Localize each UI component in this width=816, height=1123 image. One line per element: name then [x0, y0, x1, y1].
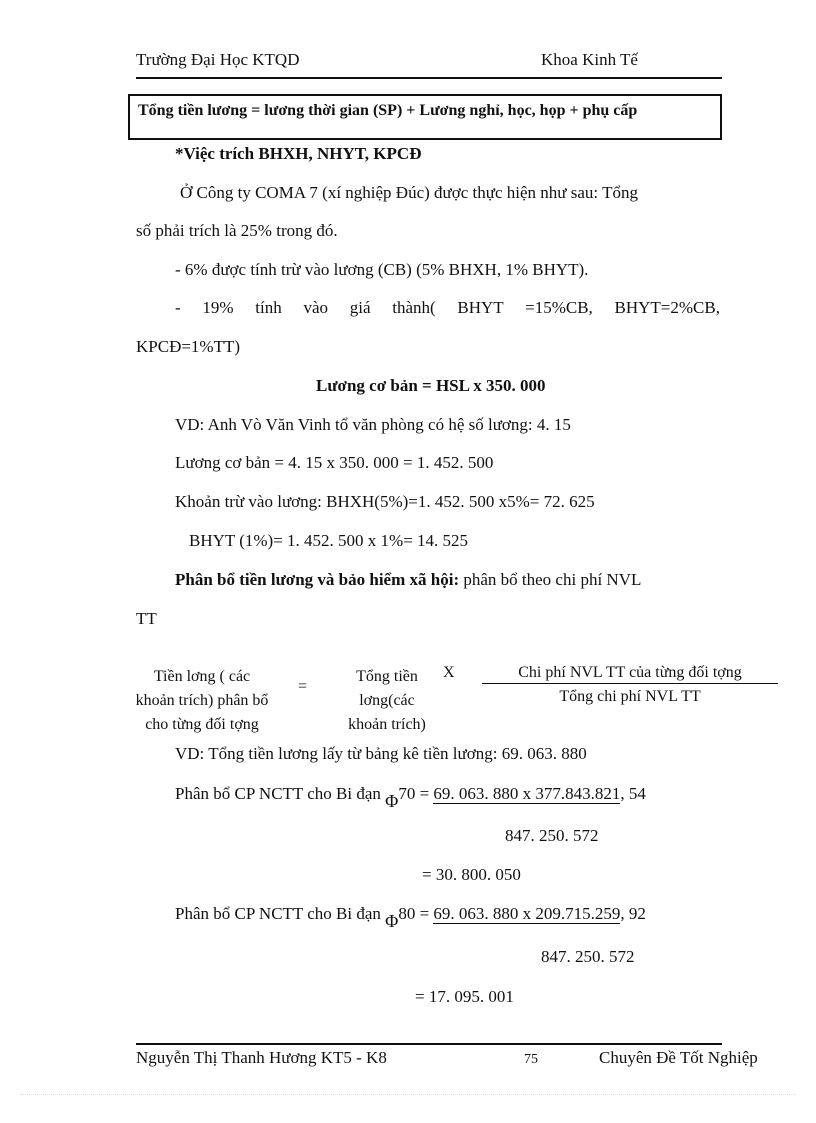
- allocation-heading: [175, 570, 641, 590]
- vd-total-line: VD: Tổng tiền lương lấy từ bảng kê tiền lương: 69. 063. 880: [175, 744, 587, 763]
- formula-box-text: Tổng tiền lương = lương thời gian (SP) + Lương nghỉ, học, họp + phụ cấp: [138, 102, 638, 119]
- bullet-2-line-2: KPCĐ=1%TT): [136, 337, 241, 356]
- header-rule: [136, 77, 722, 79]
- fraction-middle-line-3: khoản trích): [348, 716, 426, 733]
- fraction-middle-term: [322, 665, 452, 737]
- allocation-1-line: [175, 783, 646, 811]
- allocation-2-tail: , 92: [620, 904, 646, 923]
- allocation-heading-bold: Phân bổ tiền lương và bảo hiểm xã hội:: [175, 570, 460, 589]
- allocation-heading-tail: TT: [136, 609, 157, 628]
- example-line-3: Khoản trừ vào lương: BHXH(5%)=1. 452. 500 x5%= 72. 625: [175, 492, 595, 511]
- allocation-heading-rest: phân bổ theo chi phí NVL: [459, 570, 642, 589]
- header-faculty: Khoa Kinh Tế: [541, 50, 638, 69]
- phi-symbol-2: Φ: [385, 911, 399, 931]
- bullet-2-line-1: - 19% tính vào giá thành( BHYT =15%CB, BHYT=2%CB,: [175, 298, 720, 317]
- header-school: Trường Đại Học KTQD: [136, 50, 300, 69]
- example-line-4: BHYT (1%)= 1. 452. 500 x 1%= 14. 525: [189, 531, 469, 550]
- allocation-2-denominator: 847. 250. 572: [541, 947, 635, 966]
- fraction-left-line-2: khoản trích) phân bổ: [135, 692, 269, 709]
- allocation-1-result: = 30. 800. 050: [422, 865, 521, 884]
- fraction-equals: =: [298, 678, 308, 695]
- paragraph-1-line-2: số phải trích là 25% trong đó.: [136, 221, 338, 240]
- fraction-middle-line-1: Tổng tiền: [356, 668, 418, 685]
- basic-salary-formula: Lương cơ bản = HSL x 350. 000: [316, 376, 546, 395]
- footer-author: Nguyễn Thị Thanh Hương KT5 - K8: [136, 1048, 387, 1067]
- allocation-2-eq: =: [415, 904, 434, 923]
- paragraph-1-line-1: Ở Công ty COMA 7 (xí nghiệp Đúc) được thực hiện như sau: Tổng: [180, 183, 638, 202]
- section-title: *Việc trích BHXH, NHYT, KPCĐ: [175, 144, 422, 163]
- example-line-1: VD: Anh Vò Văn Vinh tổ văn phòng có hệ số lương: 4. 15: [175, 415, 571, 434]
- allocation-2-result: = 17. 095. 001: [415, 987, 514, 1006]
- fraction-left-term: [112, 665, 292, 737]
- allocation-2-prefix: Phân bổ CP NCTT cho Bi đạn: [175, 904, 386, 923]
- allocation-1-prefix: Phân bổ CP NCTT cho Bi đạn: [175, 784, 386, 803]
- allocation-2-line: [175, 903, 646, 931]
- fraction-numerator: Chi phí NVL TT của từng đối tợng: [482, 664, 778, 684]
- fraction-denominator: Tổng chi phí NVL TT: [559, 688, 701, 705]
- footer-page-number: 75: [524, 1052, 538, 1067]
- phi-symbol-1: Φ: [385, 791, 399, 811]
- allocation-1-tail: , 54: [620, 784, 646, 803]
- fraction-times: X: [443, 664, 455, 681]
- allocation-1-numerator: 69. 063. 880 x 377.843.821: [433, 784, 621, 803]
- fraction-middle-line-2: lơng(các: [359, 692, 415, 709]
- allocation-2-size: 80: [398, 904, 416, 923]
- allocation-1-eq: =: [415, 784, 434, 803]
- fraction-left-line-3: cho từng đối tợng: [145, 716, 259, 733]
- page-bottom-dotted-line: [20, 1094, 796, 1095]
- fraction-left-line-1: Tiền lơng ( các: [153, 668, 251, 685]
- footer-title: Chuyên Đề Tốt Nghiệp: [599, 1048, 758, 1067]
- allocation-1-size: 70: [398, 784, 416, 803]
- footer-rule: [136, 1043, 722, 1045]
- example-line-2: Lương cơ bản = 4. 15 x 350. 000 = 1. 452. 500: [175, 453, 494, 472]
- allocation-2-numerator: 69. 063. 880 x 209.715.259: [433, 904, 621, 923]
- bullet-1: - 6% được tính trừ vào lương (CB) (5% BHXH, 1% BHYT).: [175, 260, 589, 279]
- allocation-1-denominator: 847. 250. 572: [505, 826, 599, 845]
